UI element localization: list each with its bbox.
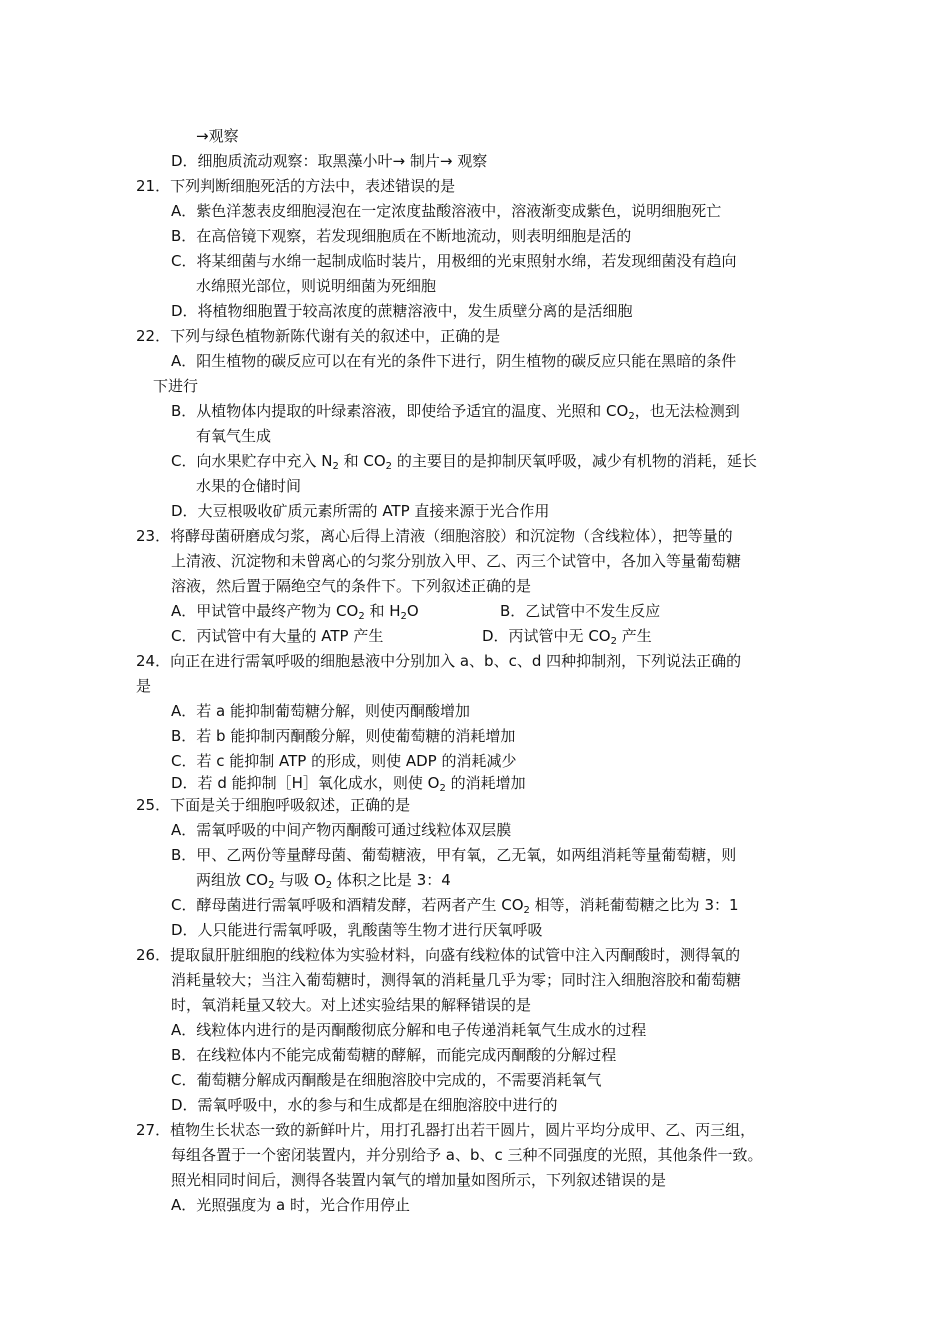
question-26: 26．提取鼠肝脏细胞的线粒体为实验材料，向盛有线粒体的试管中注入丙酮酸时，测得氧的	[136, 946, 741, 964]
option-b: B．从植物体内提取的叶绿素溶液，即使给予适宜的温度、光照和 $CO_2$，也无法检测到	[171, 402, 740, 422]
option-d: D．丙试管中无 $CO_2$ 产生	[482, 627, 652, 647]
option-c: C．向水果贮存中充入 $N_2$ 和 $CO_2$ 的主要目的是抑制厌氧呼吸，减少有机物的消耗，延长	[171, 452, 757, 472]
option-a: A．光照强度为 a 时，光合作用停止	[171, 1196, 410, 1214]
option-c: C．丙试管中有大量的 ATP 产生	[171, 627, 384, 645]
option-a: A．需氧呼吸的中间产物丙酮酸可通过线粒体双层膜	[171, 821, 512, 839]
question-25: 25．下面是关于细胞呼吸叙述，正确的是	[136, 796, 411, 814]
question-26-cont: 消耗量较大；当注入葡萄糖时，测得氧的消耗量几乎为零；同时注入细胞溶胶和葡萄糖	[171, 971, 742, 989]
option-a: A．若 a 能抑制葡萄糖分解，则使丙酮酸增加	[171, 702, 470, 720]
option-b: B．甲、乙两份等量酵母菌、葡萄糖液，甲有氧，乙无氧，如两组消耗等量葡萄糖，则	[171, 846, 737, 864]
option-c: C．若 c 能抑制 ATP 的形成，则使 ADP 的消耗减少	[171, 752, 517, 770]
question-24: 24．向正在进行需氧呼吸的细胞悬液中分别加入 a、b、c、d 四种抑制剂，下列说法正确的	[136, 652, 742, 670]
question-24-cont: 是	[136, 677, 152, 695]
question-22: 22．下列与绿色植物新陈代谢有关的叙述中，正确的是	[136, 327, 501, 345]
option-d: D．大豆根吸收矿质元素所需的 ATP 直接来源于光合作用	[171, 502, 550, 520]
text-line: →观察	[196, 127, 239, 145]
question-27: 27．植物生长状态一致的新鲜叶片，用打孔器打出若干圆片，圆片平均分成甲、乙、丙三组，	[136, 1121, 756, 1139]
option-b: B．在线粒体内不能完成葡萄糖的酵解，而能完成丙酮酸的分解过程	[171, 1046, 617, 1064]
option-b-cont: 有氧气生成	[196, 427, 272, 445]
option-d: D．人只能进行需氧呼吸，乳酸菌等生物才进行厌氧呼吸	[171, 921, 543, 939]
option-a: A．阳生植物的碳反应可以在有光的条件下进行，阴生植物的碳反应只能在黑暗的条件	[171, 352, 737, 370]
option-b: B．乙试管中不发生反应	[500, 602, 661, 620]
question-21: 21．下列判断细胞死活的方法中，表述错误的是	[136, 177, 456, 195]
option-a-cont: 下进行	[153, 377, 199, 395]
option-a: A．紫色洋葱表皮细胞浸泡在一定浓度盐酸溶液中，溶液渐变成紫色，说明细胞死亡	[171, 202, 722, 220]
option-b-cont: 两组放 $CO_2$ 与吸 $O_2$ 体积之比是 3：4	[196, 871, 451, 891]
question-27-cont: 照光相同时间后，测得各装置内氧气的增加量如图所示，下列叙述错误的是	[171, 1171, 667, 1189]
option-c-cont: 水果的仓储时间	[196, 477, 302, 495]
option-c: C．葡萄糖分解成丙酮酸是在细胞溶胶中完成的，不需要消耗氧气	[171, 1071, 602, 1089]
option-d: D．细胞质流动观察：取黑藻小叶→ 制片→ 观察	[171, 152, 488, 170]
option-c: C．酵母菌进行需氧呼吸和酒精发酵，若两者产生 $CO_2$ 相等，消耗葡萄糖之比为 3：1	[171, 896, 739, 916]
option-a: A．线粒体内进行的是丙酮酸彻底分解和电子传递消耗氧气生成水的过程	[171, 1021, 647, 1039]
option-c-cont: 水绵照光部位，则说明细菌为死细胞	[196, 277, 437, 295]
option-c: C．将某细菌与水绵一起制成临时装片，用极细的光束照射水绵，若发现细菌没有趋向	[171, 252, 737, 270]
question-27-cont: 每组各置于一个密闭装置内，并分别给予 a、b、c 三种不同强度的光照，其他条件一致。	[171, 1146, 763, 1164]
option-b: B．在高倍镜下观察，若发现细胞质在不断地流动，则表明细胞是活的	[171, 227, 632, 245]
option-d: D．若 d 能抑制［H］氧化成水，则使 $O_2$ 的消耗增加	[171, 774, 526, 794]
question-26-cont: 时，氧消耗量又较大。对上述实验结果的解释错误的是	[171, 996, 532, 1014]
option-d: D．需氧呼吸中，水的参与和生成都是在细胞溶胶中进行的	[171, 1096, 558, 1114]
question-23-cont: 上清液、沉淀物和未曾离心的匀浆分别放入甲、乙、丙三个试管中，各加入等量葡萄糖	[171, 552, 742, 570]
option-a: A．甲试管中最终产物为 $CO_2$ 和 $H_2O$	[171, 602, 419, 622]
option-d: D．将植物细胞置于较高浓度的蔗糖溶液中，发生质壁分离的是活细胞	[171, 302, 633, 320]
option-b: B．若 b 能抑制丙酮酸分解，则使葡萄糖的消耗增加	[171, 727, 516, 745]
question-23-cont: 溶液，然后置于隔绝空气的条件下。下列叙述正确的是	[171, 577, 532, 595]
question-23: 23．将酵母菌研磨成匀浆，离心后得上清液（细胞溶胶）和沉淀物（含线粒体），把等量的	[136, 527, 733, 545]
